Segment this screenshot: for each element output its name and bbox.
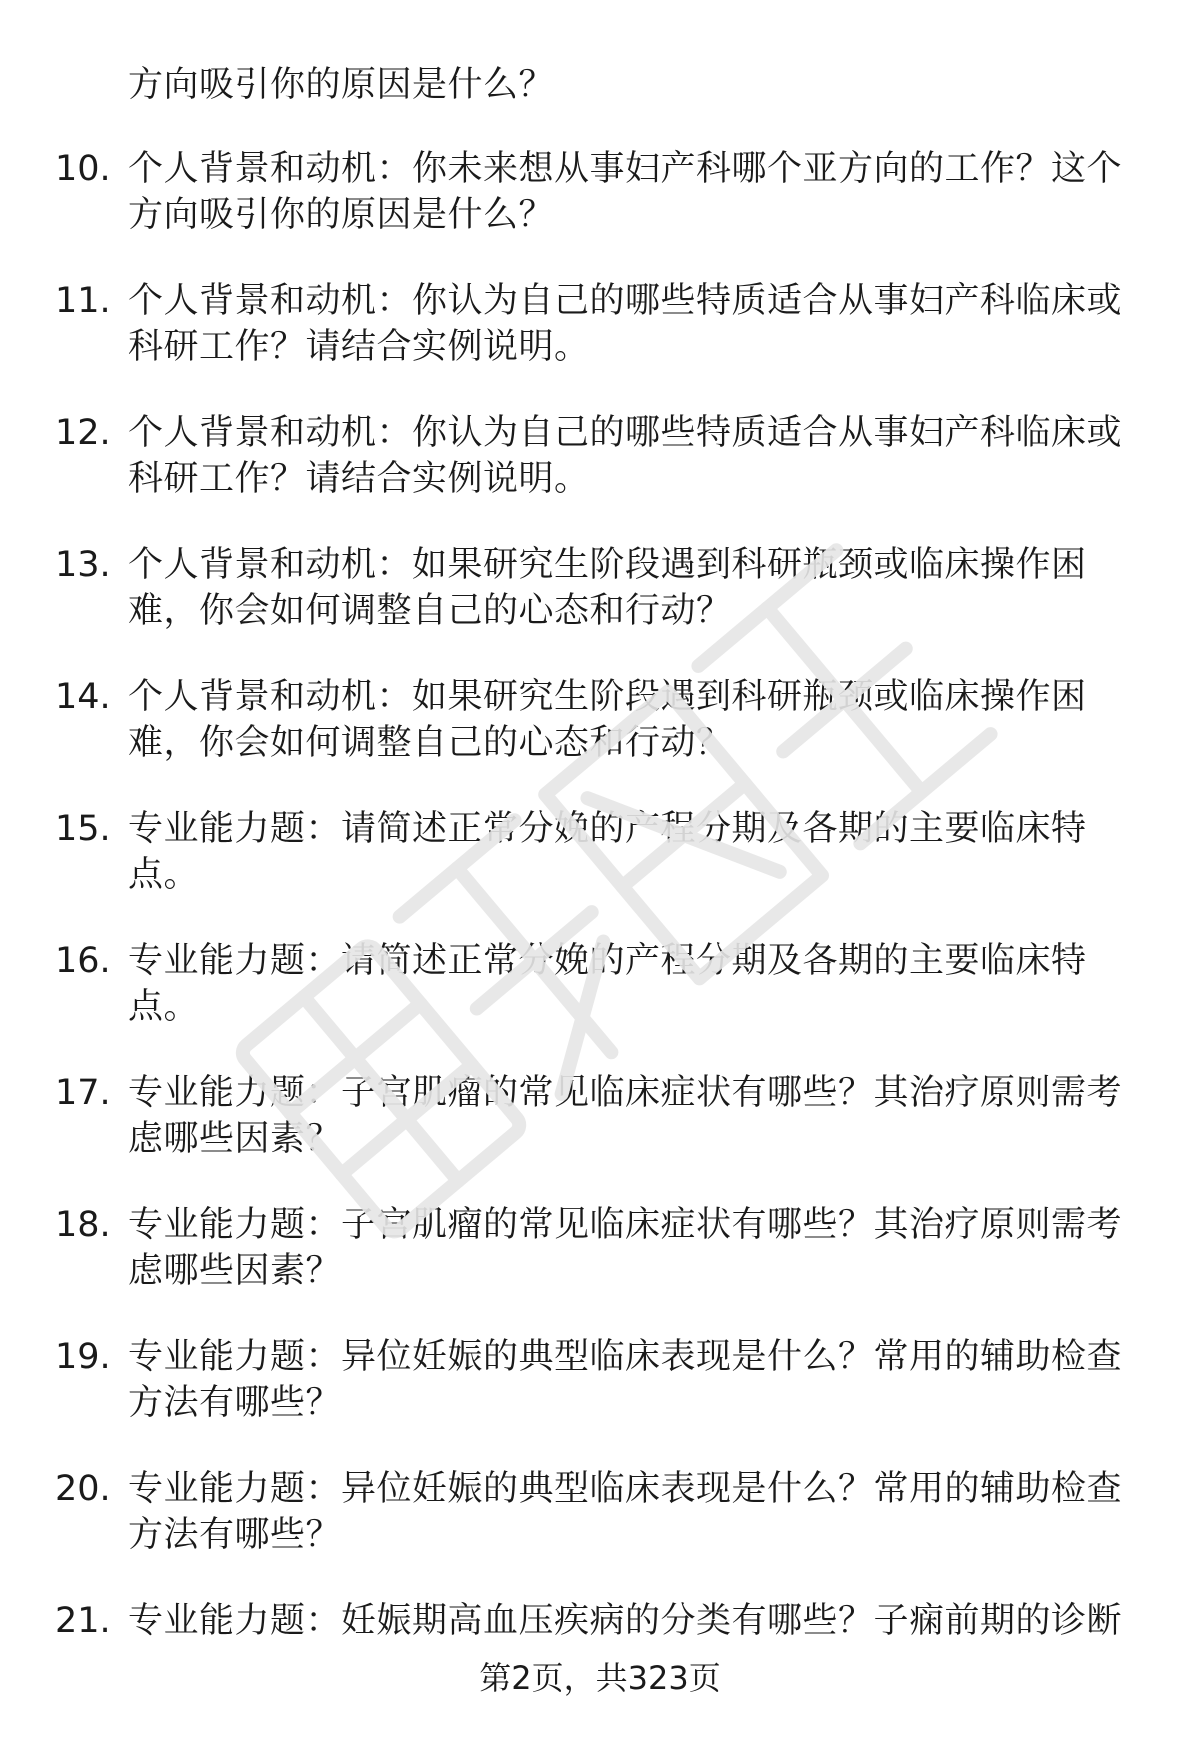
- question-text: 个人背景和动机：你未来想从事妇产科哪个亚方向的工作？这个方向吸引你的原因是什么？: [128, 149, 1123, 235]
- question-text: 个人背景和动机：如果研究生阶段遇到科研瓶颈或临床操作困难，你会如何调整自己的心态和行动？: [128, 677, 1087, 763]
- question-number: 18.: [55, 1205, 111, 1245]
- question-text: 专业能力题：子宫肌瘤的常见临床症状有哪些？其治疗原则需考虑哪些因素？: [128, 1073, 1123, 1159]
- question-number: 14.: [55, 677, 111, 717]
- question-number: 10.: [55, 149, 111, 189]
- continued-question-text: 方向吸引你的原因是什么？: [128, 65, 555, 105]
- question-number: 13.: [55, 545, 111, 585]
- question-number: 20.: [55, 1469, 111, 1509]
- question-item: [0, 1334, 1200, 1426]
- question-text: 专业能力题：子宫肌瘤的常见临床症状有哪些？其治疗原则需考虑哪些因素？: [128, 1205, 1123, 1291]
- question-number: 19.: [55, 1337, 111, 1377]
- question-number: 15.: [55, 809, 111, 849]
- question-text: 个人背景和动机：如果研究生阶段遇到科研瓶颈或临床操作困难，你会如何调整自己的心态和行动？: [128, 545, 1087, 631]
- question-number: 11.: [55, 281, 111, 321]
- question-item: [0, 542, 1200, 634]
- question-item: [0, 806, 1200, 898]
- question-number: 12.: [55, 413, 111, 453]
- question-item: [0, 938, 1200, 1030]
- question-text: 专业能力题：异位妊娠的典型临床表现是什么？常用的辅助检查方法有哪些？: [128, 1469, 1123, 1555]
- question-number: 21.: [55, 1601, 111, 1641]
- question-list: [0, 146, 1200, 1730]
- question-text: 个人背景和动机：你认为自己的哪些特质适合从事妇产科临床或科研工作？请结合实例说明。: [128, 281, 1123, 367]
- question-text: 专业能力题：请简述正常分娩的产程分期及各期的主要临床特点。: [128, 941, 1087, 1027]
- question-number: 17.: [55, 1073, 111, 1113]
- question-item: [0, 278, 1200, 370]
- question-number: 16.: [55, 941, 111, 981]
- question-item: [0, 146, 1200, 238]
- question-item: [0, 410, 1200, 502]
- question-item: [0, 1466, 1200, 1558]
- question-text: 个人背景和动机：你认为自己的哪些特质适合从事妇产科临床或科研工作？请结合实例说明。: [128, 413, 1123, 499]
- question-item: [0, 1070, 1200, 1162]
- page-footer: 第2页，共323页: [479, 1659, 721, 1697]
- question-item: [0, 674, 1200, 766]
- question-text: 专业能力题：妊娠期高血压疾病的分类有哪些？子痫前期的诊断: [128, 1601, 1123, 1641]
- question-text: 专业能力题：异位妊娠的典型临床表现是什么？常用的辅助检查方法有哪些？: [128, 1337, 1123, 1423]
- question-item: [0, 1202, 1200, 1294]
- question-text: 专业能力题：请简述正常分娩的产程分期及各期的主要临床特点。: [128, 809, 1087, 895]
